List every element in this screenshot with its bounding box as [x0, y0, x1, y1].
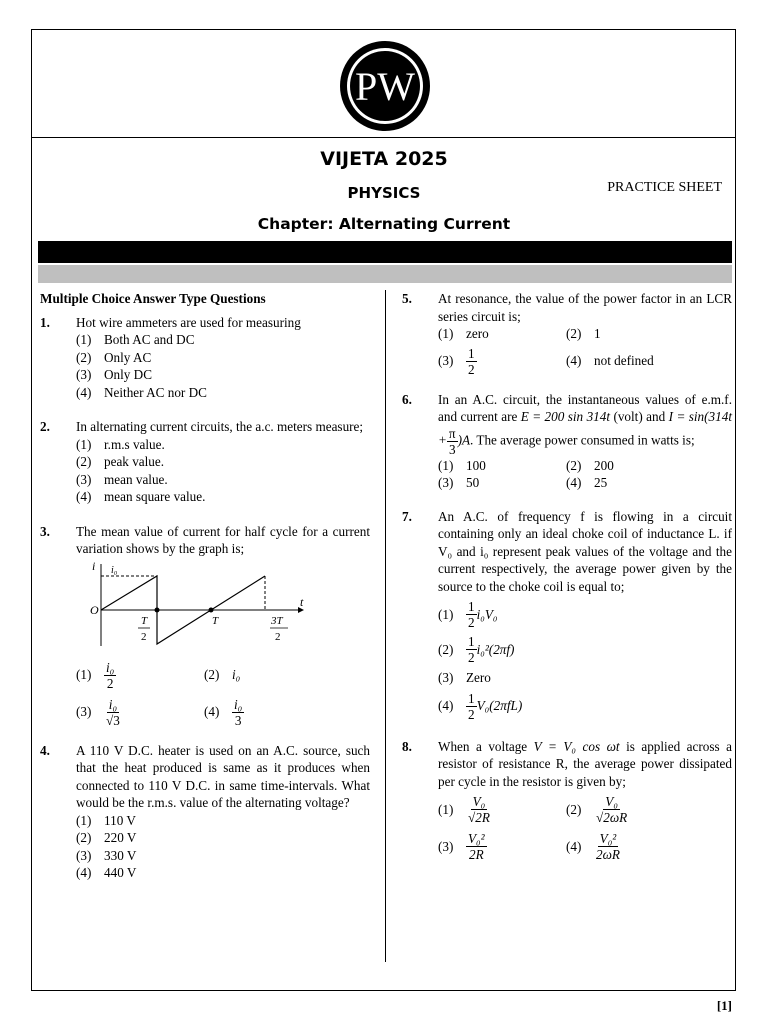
question-number: 6.	[402, 391, 412, 407]
option-4: (4) $\frac{\text{V₀²}}{2\omega R}$	[566, 831, 620, 862]
question-number: 3.	[40, 523, 50, 539]
option-3: (3) $\frac{\text{i₀}}{√3}$	[76, 696, 120, 728]
left-column	[40, 290, 370, 882]
option-4: (4) $\frac{\text{i₀}}{3}$	[204, 696, 243, 728]
tick-T: T	[212, 614, 219, 627]
question-2	[40, 418, 370, 506]
option-text: Only DC	[104, 367, 152, 382]
option-3: (3) Zero	[438, 670, 491, 685]
option-3: (3) mean value.	[76, 471, 168, 487]
option-text: Only AC	[104, 349, 152, 365]
header-divider	[31, 137, 736, 138]
option-4: (4) 25	[566, 475, 608, 490]
axis-label-t: t	[300, 594, 304, 609]
current-graph	[70, 558, 310, 654]
option-text: Both AC and DC	[104, 332, 195, 347]
section-title: Multiple Choice Answer Type Questions	[40, 291, 266, 306]
question-number: 8.	[402, 738, 412, 754]
subject-title: PHYSICS	[347, 184, 421, 202]
question-number: 4.	[40, 742, 50, 758]
option-1: (1) 100	[438, 457, 486, 473]
tick-t2-den: 2	[141, 630, 147, 643]
option-1: (1) $\frac{\text{V₀}}{√2R}$	[438, 794, 490, 825]
option-text: Neither AC nor DC	[104, 384, 207, 400]
option-text: 440 V	[104, 865, 137, 880]
exam-title: VIJETA 2025	[320, 148, 448, 170]
question-stem: An A.C. of frequency f is flowing in a circuit containing only an ideal choke coil of inductance L. if V₀ and i₀ represent peak values of the voltage and the current respectively, the average power given by the source to the choke coil is equal to;	[438, 508, 732, 594]
option-1: (1) $\frac{\text{i₀}}{2}$	[76, 659, 115, 691]
question-number: 2.	[40, 419, 50, 434]
option-1: (1) $\frac{1}{2}$ i₀V₀	[438, 599, 498, 630]
option-1: (1) r.m.s value.	[76, 436, 165, 452]
option-2: (2) 1	[566, 326, 601, 341]
question-6	[402, 391, 732, 492]
question-number: 1.	[40, 314, 50, 330]
question-stem: Hot wire ammeters are used for measuring	[76, 314, 301, 330]
option-3: (3) 50	[438, 475, 480, 490]
tick-3t2-num: 3T	[271, 614, 283, 627]
tick-3t2-den: 2	[275, 630, 281, 643]
column-divider	[385, 290, 386, 962]
option-2: (2) $\frac{\text{V₀}}{√2\omega R}$	[566, 794, 628, 825]
question-stem: In an A.C. circuit, the instantaneous values of e.m.f. and current are E = 200 sin 314t (volt) and I = sin(314t + $\frac{\pi}{3}$ )A. The average power consumed in watts is;	[438, 391, 732, 457]
black-banner	[38, 241, 732, 263]
option-text: 330 V	[104, 847, 137, 863]
pw-logo	[339, 40, 431, 132]
option-text: r.m.s value.	[104, 436, 165, 452]
question-8	[402, 738, 732, 863]
chapter-title: Chapter: Alternating Current	[257, 215, 511, 233]
grey-banner	[38, 265, 732, 283]
tick-t2-num: T	[141, 614, 148, 627]
origin-label: O	[90, 602, 99, 617]
option-2: (2) 200	[566, 457, 614, 473]
logo-text: PW	[355, 64, 415, 109]
option-4: (4) not defined	[566, 353, 654, 369]
option-1: (1) 110 V	[76, 812, 136, 828]
question-number: 5.	[402, 291, 412, 306]
option-1: (1) Both AC and DC	[76, 332, 195, 347]
option-4: (4) 440 V	[76, 865, 137, 880]
practice-sheet-label: PRACTICE SHEET	[607, 180, 722, 195]
option-4: (4) mean square value.	[76, 489, 206, 504]
question-stem: In alternating current circuits, the a.c. meters measure;	[76, 419, 364, 434]
option-2: (2) i₀	[204, 667, 241, 683]
option-text: 220 V	[104, 830, 137, 845]
question-stem: At resonance, the value of the power factor in an LCR series circuit is;	[438, 291, 732, 324]
option-text: mean square value.	[104, 489, 206, 504]
question-7	[402, 508, 732, 722]
option-3: (3) $\frac{\text{V₀²}}{2R}$	[438, 831, 485, 862]
question-number: 7.	[402, 508, 412, 524]
option-2: (2) $\frac{1}{2}$ i₀²(2πf)	[438, 634, 515, 665]
option-text: 110 V	[104, 812, 136, 828]
question-stem: When a voltage V = V₀ cos ωt is applied across a resistor of resistance R, the average power dissipated per cycle in the resistor is given by;	[438, 738, 732, 789]
option-1: (1) zero	[438, 326, 489, 341]
right-column	[402, 290, 732, 862]
peak-label: i₀	[111, 564, 118, 576]
question-5	[402, 290, 732, 377]
question-3	[40, 523, 370, 728]
question-stem: A 110 V D.C. heater is used on an A.C. source, such that the heat produced is same as it produces when connected to 110 V D.C. in same time-intervals. What would be the r.m.s. value of the alternating voltage?	[76, 742, 370, 810]
option-text: mean value.	[104, 471, 168, 487]
question-4	[40, 742, 370, 882]
page-number: [1]	[716, 998, 732, 1013]
option-3: (3) $\frac{1}{2}$	[438, 345, 475, 377]
option-text: peak value.	[104, 454, 165, 469]
option-3: (3) Only DC	[76, 367, 152, 382]
axis-label-i: i	[92, 558, 96, 573]
option-4: (4) $\frac{1}{2}$ V₀(2πfL)	[438, 690, 523, 722]
option-2: (2) peak value.	[76, 454, 165, 469]
option-4: (4) Neither AC nor DC	[76, 384, 207, 400]
option-2: (2) 220 V	[76, 830, 137, 845]
question-1	[40, 314, 370, 402]
question-stem: The mean value of current for half cycle for a current variation shows by the graph is;	[76, 523, 370, 556]
option-3: (3) 330 V	[76, 847, 137, 863]
option-2: (2) Only AC	[76, 349, 152, 365]
